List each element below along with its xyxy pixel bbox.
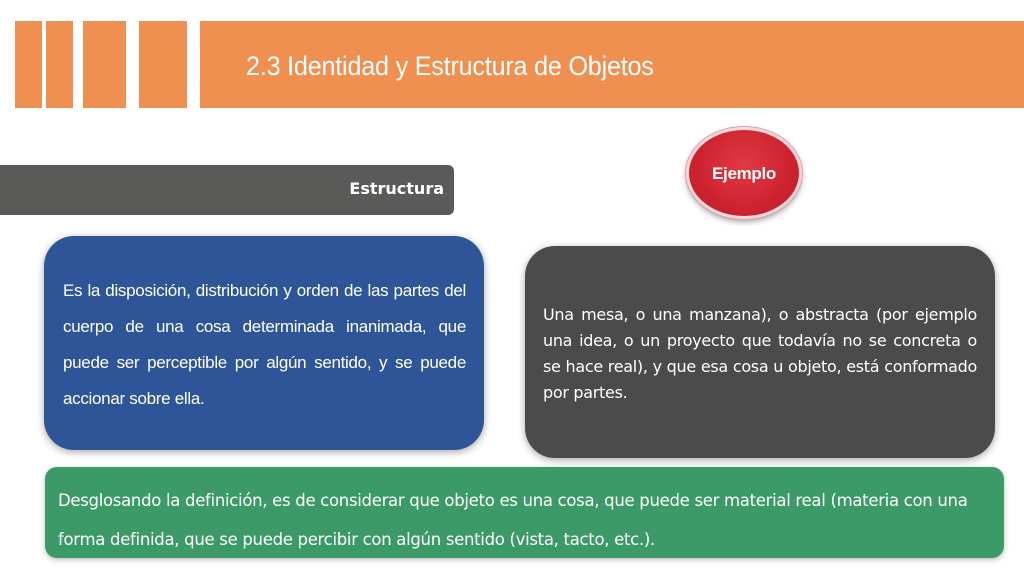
title-band [200,21,1024,108]
header-accent-bar [139,21,187,108]
example-card-text: Una mesa, o una manzana), o abstracta (por ejemplo una idea, o un proyecto que todavía no se concreta o se hace real), y que esa cosa u objeto, está conformado por partes. [543,305,977,402]
structure-definition-card [44,236,484,450]
header-accent-bar [46,21,73,108]
header-accent-bar [83,21,126,108]
definition-summary-card [45,467,1004,558]
section-label-bar [0,165,454,215]
slide-title: 2.3 Identidad y Estructura de Objetos [246,51,654,81]
structure-definition-text: Es la disposición, distribución y orden de las partes del cuerpo de una cosa determinada inanimada, que puede ser perceptible por algún sentido, y se puede accionar sobre ella. [63,281,466,408]
example-badge [686,127,802,219]
example-badge-label: Ejemplo [711,164,777,183]
example-card [525,246,995,458]
header-accent-bar [15,21,42,108]
definition-summary-text: Desglosando la definición, es de considerar que objeto es una cosa, que puede ser material real (materia con una forma definida, que se puede percibir con algún sentido (vista, tacto, etc.). [58,491,968,549]
section-label: Estructura [349,179,444,198]
